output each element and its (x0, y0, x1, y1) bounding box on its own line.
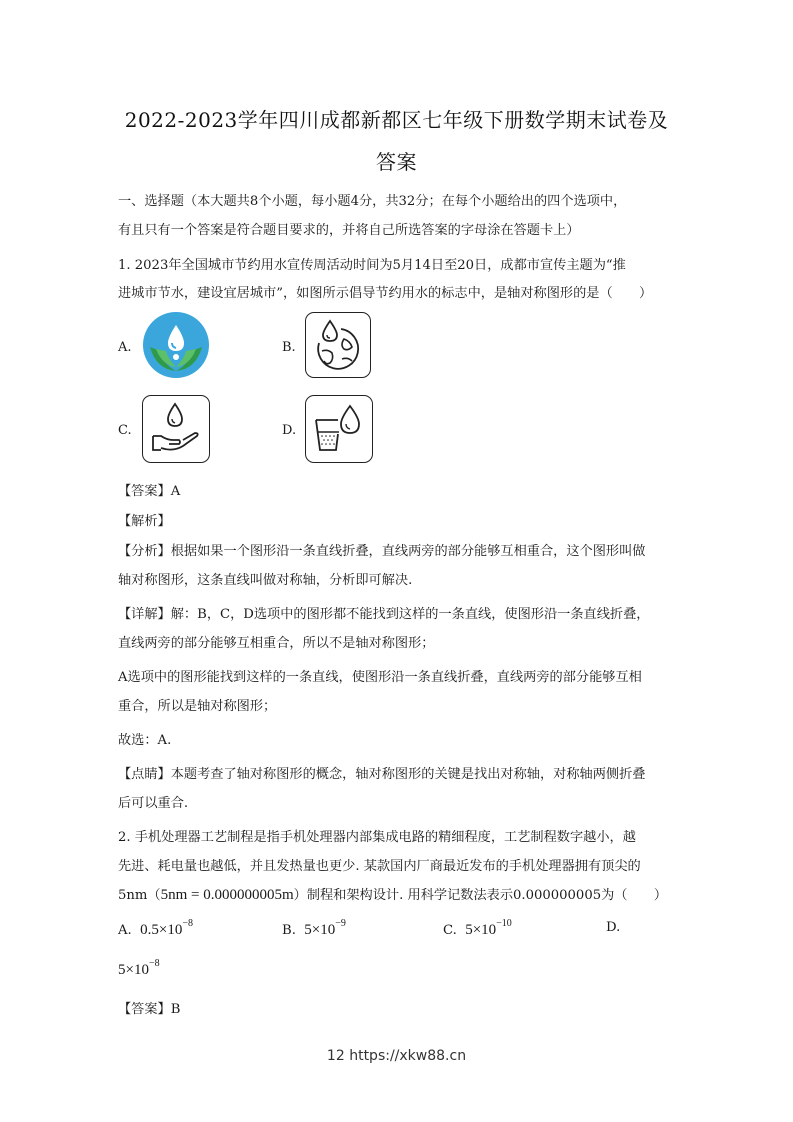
question-1-line1: 1. 2023年全国城市节约用水宣传周活动时间为5月14日至20日，成都市宣传主题为“推 (118, 258, 626, 273)
q2-option-a (118, 920, 193, 939)
q1-option-a-label: A. (118, 340, 132, 355)
footer-url[interactable]: https://xkw88.cn (349, 1048, 467, 1064)
q2-option-b-exp: −9 (335, 918, 346, 929)
q2-line3-suffix: ）制程和架构设计. 用科学记数法表示0.000000005为（ ） (293, 888, 668, 903)
q1-option-b-label: B. (282, 340, 296, 355)
document-title-line2: 答案 (376, 150, 417, 174)
q2-option-a-label: A. (118, 923, 132, 938)
q2-option-c-base: 5×10 (465, 922, 497, 938)
q1-choice: 故选：A. (118, 733, 172, 748)
q2-option-d-base: 5×10 (118, 962, 149, 978)
question-2-line2: 先进、耗电量也越低，并且发热量也更少. 某款国内厂商最近发布的手机处理器拥有顶尖的 (118, 859, 641, 874)
question-2-line1: 2. 手机处理器工艺制程是指手机处理器内部集成电路的精细程度，工艺制程数字越小，越 (118, 830, 636, 845)
q2-option-b-base: 5×10 (304, 922, 336, 938)
q1-option-d-label: D. (282, 423, 297, 438)
q2-option-b-label: B. (282, 923, 296, 938)
q2-option-d-label: D. (606, 920, 621, 935)
q1-comment-line1: 【点睛】本题考查了轴对称图形的概念，轴对称图形的关键是找出对称轴，对称轴两侧折叠 (118, 767, 646, 782)
q2-option-d-exp: −8 (148, 958, 160, 969)
q1-detail-line2: 直线两旁的部分能够互相重合，所以不是轴对称图形； (118, 636, 435, 651)
q2-answer: 【答案】B (118, 1002, 181, 1017)
q1-option-c-label: C. (118, 423, 132, 438)
page-footer (0, 1048, 793, 1064)
section-header-line1: 一、选择题（本大题共8个小题，每小题4分，共32分；在每个小题给出的四个选项中， (118, 194, 627, 209)
q2-option-b (282, 920, 346, 939)
page-number: 12 (326, 1048, 345, 1064)
q2-option-c-label: C. (443, 923, 457, 938)
document-title-line1: 2022-2023学年四川成都新都区七年级下册数学期末试卷及 (124, 108, 669, 132)
question-1-line2: 进城市节水，建设宜居城市”，如图所示倡导节约用水的标志中，是轴对称图形的是（ ） (118, 286, 653, 301)
q1-detail-line4: 重合，所以是轴对称图形； (118, 699, 277, 714)
question-2-line3 (118, 884, 667, 904)
q1-analysis-heading: 【解析】 (118, 514, 171, 529)
q2-option-a-exp: −8 (182, 918, 193, 929)
q2-option-d (118, 960, 160, 979)
water-drop-hands-logo-icon (142, 311, 210, 379)
q2-option-c-exp: −10 (496, 918, 512, 929)
water-drop-cup-icon (305, 395, 373, 463)
q1-analysis-line2: 轴对称图形，这条直线叫做对称轴，分析即可解决. (118, 573, 413, 588)
q1-answer: 【答案】A (118, 484, 181, 499)
water-drop-hand-icon (142, 395, 210, 463)
q1-analysis-line1: 【分析】根据如果一个图形沿一条直线折叠，直线两旁的部分能够互相重合，这个图形叫做 (118, 544, 646, 559)
section-header-line2: 有且只有一个答案是符合题目要求的，并将自己所选答案的字母涂在答题卡上） (118, 223, 580, 238)
q1-comment-line2: 后可以重合. (118, 796, 189, 811)
q1-detail-line1: 【详解】解：B，C，D选项中的图形都不能找到这样的一条直线，使图形沿一条直线折叠， (118, 607, 650, 622)
q2-option-c (443, 920, 512, 939)
q2-option-a-base: 0.5×10 (140, 922, 183, 938)
water-drop-globe-icon (305, 312, 371, 378)
q2-line3-prefix: 5nm（ (118, 888, 161, 903)
q1-detail-line3: A选项中的图形能找到这样的一条直线，使图形沿一条直线折叠，直线两旁的部分能够互相 (118, 670, 642, 685)
q2-inline-formula: 5nm = 0.000000005m (160, 887, 294, 903)
